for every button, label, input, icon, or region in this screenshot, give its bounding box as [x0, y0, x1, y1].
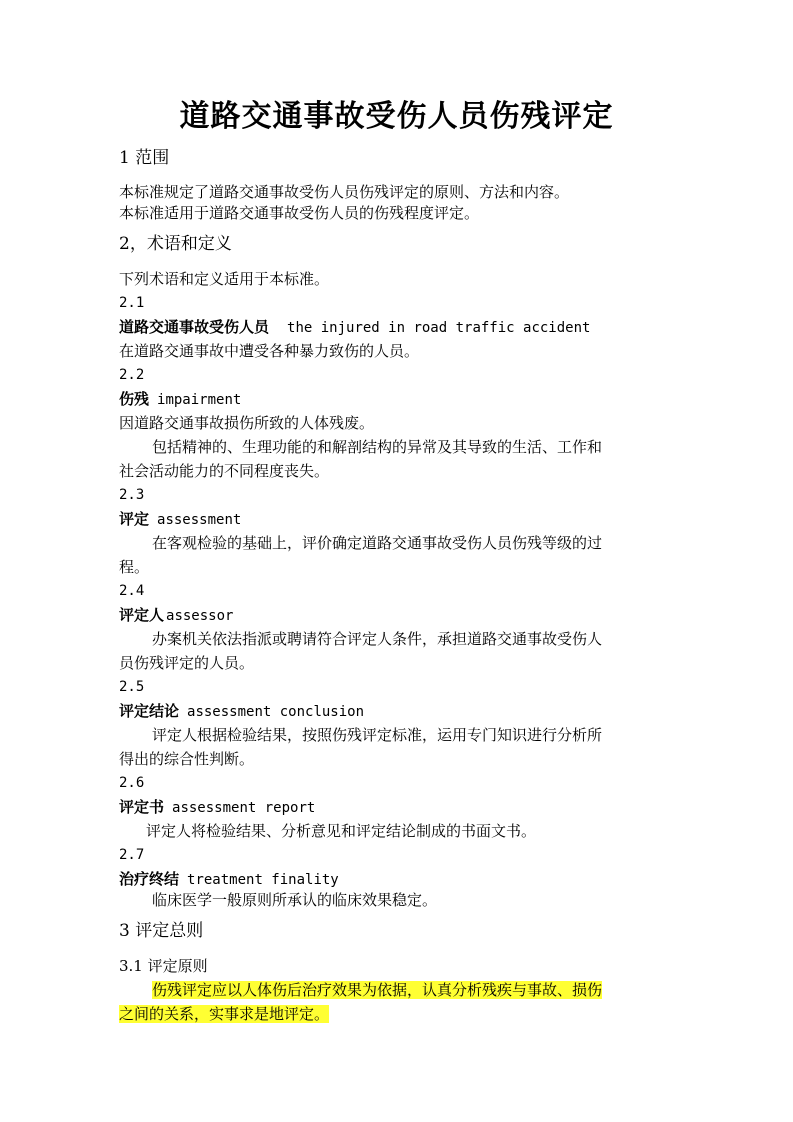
term-2-5 [119, 700, 679, 723]
term-2-6-english: assessment report [172, 800, 316, 816]
term-2-1-english: the injured in road traffic accident [287, 320, 591, 336]
term-2-2-note-line-1: 包括精神的、生理功能的和解剖结构的异常及其导致的生活、工作和 [152, 438, 603, 456]
highlighted-text: 伤残评定应以人体伤后治疗效果为依据，认真分析残疾与事故、损伤 [152, 981, 603, 999]
term-2-5-english: assessment conclusion [187, 704, 365, 720]
term-2-7 [119, 868, 679, 891]
section-3-heading: 3 评定总则 [119, 921, 204, 941]
term-2-7-number: 2.7 [119, 847, 145, 863]
term-2-3-definition-line-2: 程。 [119, 558, 150, 576]
section-2-intro: 下列术语和定义适用于本标准。 [119, 270, 330, 288]
term-2-2-number: 2.2 [119, 367, 145, 383]
term-2-2-definition: 因道路交通事故损伤所致的人体残废。 [119, 414, 375, 432]
term-2-3-definition-line-1: 在客观检验的基础上，评价确定道路交通事故受伤人员伤残等级的过 [152, 534, 603, 552]
term-2-5-number: 2.5 [119, 679, 145, 695]
term-2-4-definition-line-1: 办案机关依法指派或聘请符合评定人条件，承担道路交通事故受伤人 [152, 630, 603, 648]
document-title: 道路交通事故受伤人员伤残评定 [179, 99, 614, 134]
term-2-4-english: assessor [166, 608, 234, 624]
term-2-5-name: 评定结论 [119, 702, 180, 720]
term-2-6 [119, 796, 679, 819]
highlighted-text: 之间的关系，实事求是地评定。 [119, 1005, 330, 1023]
section-1-paragraph-2: 本标准适用于道路交通事故受伤人员的伤残程度评定。 [119, 204, 480, 222]
term-2-2-note-line-2: 社会活动能力的不同程度丧失。 [119, 462, 330, 480]
term-2-6-name: 评定书 [119, 798, 165, 816]
term-2-1-name: 道路交通事故受伤人员 [119, 318, 270, 336]
term-2-3-name: 评定 [119, 510, 150, 528]
term-2-7-definition: 临床医学一般原则所承认的临床效果稳定。 [152, 891, 438, 909]
term-2-6-number: 2.6 [119, 775, 145, 791]
term-2-4-name: 评定人 [119, 606, 165, 624]
section-3-1-paragraph-line-1 [152, 979, 712, 1001]
term-2-7-name: 治疗终结 [119, 870, 180, 888]
term-2-3-english: assessment [157, 512, 242, 528]
section-3-1-heading: 3.1 评定原则 [119, 957, 208, 975]
term-2-1-definition: 在道路交通事故中遭受各种暴力致伤的人员。 [119, 342, 420, 360]
section-1-heading: 1 范围 [119, 148, 170, 168]
term-2-3-number: 2.3 [119, 487, 145, 503]
term-2-4 [119, 604, 679, 627]
term-2-6-definition: 评定人将检验结果、分析意见和评定结论制成的书面文书。 [146, 822, 537, 840]
section-1-paragraph-1: 本标准规定了道路交通事故受伤人员伤残评定的原则、方法和内容。 [119, 183, 570, 201]
term-2-7-english: treatment finality [187, 872, 339, 888]
term-2-1-number: 2.1 [119, 295, 145, 311]
term-2-2-name: 伤残 [119, 390, 150, 408]
section-2-heading: 2，术语和定义 [119, 234, 232, 254]
term-2-4-definition-line-2: 员伤残评定的人员。 [119, 654, 255, 672]
term-2-2-english: impairment [157, 392, 242, 408]
term-2-3 [119, 508, 679, 531]
term-2-5-definition-line-1: 评定人根据检验结果，按照伤残评定标准，运用专门知识进行分析所 [152, 726, 603, 744]
section-3-1-paragraph-line-2 [119, 1003, 679, 1025]
term-2-1 [119, 316, 679, 339]
term-2-5-definition-line-2: 得出的综合性判断。 [119, 750, 255, 768]
term-2-4-number: 2.4 [119, 583, 145, 599]
term-2-2 [119, 388, 679, 411]
